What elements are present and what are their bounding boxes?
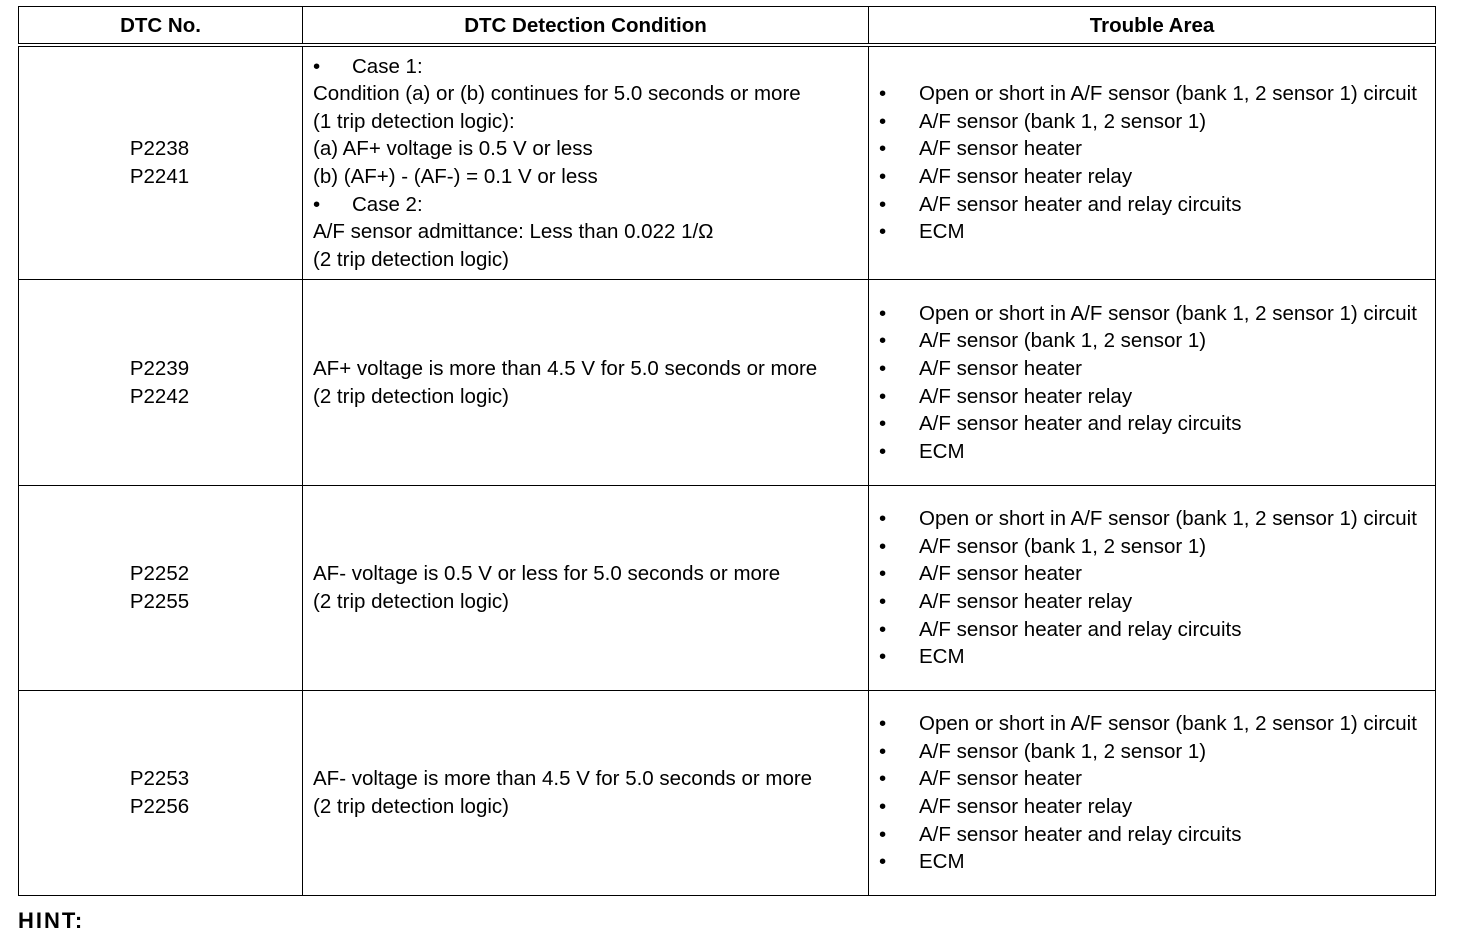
bullet-marker: • — [879, 795, 887, 818]
list-item — [879, 793, 1431, 821]
condition-line: (2 trip detection logic) — [313, 247, 509, 271]
bullet-marker: • — [879, 562, 887, 586]
bullet-marker: • — [879, 220, 887, 244]
trouble-area-cell — [869, 45, 1436, 280]
case-label: Case 1: — [352, 54, 423, 78]
condition-line: (2 trip detection logic) — [313, 590, 509, 613]
condition-cell — [303, 280, 869, 486]
trouble-area-item: A/F sensor heater — [919, 767, 1082, 791]
list-item — [879, 588, 1431, 616]
condition-cell — [303, 691, 869, 896]
list-item — [879, 135, 1431, 163]
condition-line: A/F sensor admittance: Less than 0.022 1/Ω — [313, 220, 714, 244]
condition-line: Condition (a) or (b) continues for 5.0 seconds or more — [313, 82, 801, 106]
bullet-marker: • — [879, 850, 887, 874]
case-1-heading — [313, 53, 864, 81]
table-header-row — [19, 7, 1436, 46]
bullet-marker: • — [879, 301, 887, 325]
list-item — [879, 821, 1431, 849]
list-item — [879, 410, 1431, 438]
list-item — [879, 616, 1431, 644]
bullet-marker: • — [879, 329, 887, 353]
dtc-code-cell — [19, 280, 303, 486]
trouble-area-item: A/F sensor heater relay — [919, 795, 1133, 818]
list-item — [879, 438, 1431, 466]
bullet-marker: • — [879, 739, 887, 763]
trouble-area-cell — [869, 486, 1436, 691]
trouble-area-item: A/F sensor heater — [919, 137, 1082, 161]
bullet-marker: • — [879, 192, 887, 216]
bullet-marker: • — [879, 82, 887, 106]
bullet-marker: • — [879, 507, 887, 531]
bullet-marker: • — [313, 54, 321, 78]
list-item — [879, 848, 1431, 876]
condition-line: AF+ voltage is more than 4.5 V for 5.0 seconds or more — [313, 356, 818, 380]
trouble-area-item: ECM — [919, 439, 965, 463]
trouble-area-item: A/F sensor heater and relay circuits — [919, 412, 1242, 436]
trouble-area-item: A/F sensor heater — [919, 356, 1082, 380]
trouble-area-item: Open or short in A/F sensor (bank 1, 2 sensor 1) circuit — [919, 301, 1417, 325]
bullet-marker: • — [879, 165, 887, 188]
dtc-code: P2239 — [129, 356, 190, 380]
condition-line: AF- voltage is more than 4.5 V for 5.0 seconds or more — [313, 767, 813, 791]
dtc-code: P2252 — [129, 562, 190, 586]
header-dtc-no: DTC No. — [19, 7, 303, 46]
dtc-code: P2242 — [129, 384, 190, 408]
bullet-marker: • — [879, 412, 887, 436]
bullet-marker: • — [879, 645, 887, 669]
bullet-marker: • — [879, 590, 887, 613]
trouble-area-item: ECM — [919, 850, 965, 874]
list-item — [879, 560, 1431, 588]
condition-cell — [303, 45, 869, 280]
dtc-code: P2238 — [129, 137, 190, 161]
case-label: Case 2: — [352, 192, 423, 216]
condition-line: (2 trip detection logic) — [313, 384, 509, 408]
case-2-heading — [313, 191, 864, 219]
dtc-code-cell — [19, 486, 303, 691]
dtc-code: P2255 — [129, 590, 190, 613]
trouble-area-item: Open or short in A/F sensor (bank 1, 2 sensor 1) circuit — [919, 712, 1417, 736]
trouble-area-item: A/F sensor (bank 1, 2 sensor 1) — [919, 109, 1207, 133]
bullet-marker: • — [879, 137, 887, 161]
bullet-marker: • — [879, 534, 887, 558]
hint-heading: HINT: — [18, 908, 85, 933]
condition-line: (a) AF+ voltage is 0.5 V or less — [313, 137, 593, 161]
list-item — [879, 533, 1431, 561]
bullet-marker: • — [879, 712, 887, 736]
trouble-area-item: ECM — [919, 645, 965, 669]
list-item — [879, 80, 1431, 108]
condition-cell — [303, 486, 869, 691]
condition-line: (1 trip detection logic): — [313, 109, 515, 133]
condition-line: (b) (AF+) - (AF-) = 0.1 V or less — [313, 165, 598, 188]
bullet-marker: • — [879, 439, 887, 463]
list-item — [879, 108, 1431, 136]
trouble-area-item: A/F sensor heater relay — [919, 590, 1133, 613]
condition-line: AF- voltage is 0.5 V or less for 5.0 seconds or more — [313, 562, 781, 586]
trouble-area-item: A/F sensor heater relay — [919, 384, 1133, 408]
dtc-code-cell — [19, 45, 303, 280]
table-row — [19, 45, 1436, 280]
list-item — [879, 218, 1431, 246]
dtc-table — [18, 6, 1436, 896]
trouble-area-item: A/F sensor heater and relay circuits — [919, 192, 1242, 216]
trouble-area-item: A/F sensor heater relay — [919, 165, 1133, 188]
list-item — [879, 300, 1431, 328]
header-detection-condition: DTC Detection Condition — [303, 7, 869, 46]
bullet-marker: • — [879, 109, 887, 133]
bullet-marker: • — [879, 617, 887, 641]
condition-line: (2 trip detection logic) — [313, 795, 509, 818]
list-item — [879, 355, 1431, 383]
trouble-area-cell — [869, 280, 1436, 486]
bullet-marker: • — [313, 192, 321, 216]
dtc-code: P2253 — [129, 767, 190, 791]
trouble-area-cell — [869, 691, 1436, 896]
list-item — [879, 327, 1431, 355]
bullet-marker: • — [879, 384, 887, 408]
bullet-marker: • — [879, 356, 887, 380]
dtc-code: P2241 — [129, 165, 190, 188]
list-item — [879, 738, 1431, 766]
trouble-area-item: A/F sensor heater and relay circuits — [919, 822, 1242, 846]
list-item — [879, 383, 1431, 411]
list-item — [879, 163, 1431, 191]
list-item — [879, 765, 1431, 793]
header-trouble-area: Trouble Area — [869, 7, 1436, 46]
list-item — [879, 505, 1431, 533]
list-item — [879, 191, 1431, 219]
trouble-area-item: ECM — [919, 220, 965, 244]
trouble-area-item: A/F sensor (bank 1, 2 sensor 1) — [919, 534, 1207, 558]
table-row — [19, 691, 1436, 896]
table-row — [19, 486, 1436, 691]
trouble-area-item: A/F sensor heater — [919, 562, 1082, 586]
trouble-area-item: Open or short in A/F sensor (bank 1, 2 sensor 1) circuit — [919, 82, 1417, 106]
trouble-area-item: A/F sensor (bank 1, 2 sensor 1) — [919, 329, 1207, 353]
dtc-code-cell — [19, 691, 303, 896]
list-item — [879, 710, 1431, 738]
dtc-code: P2256 — [129, 795, 190, 818]
bullet-marker: • — [879, 822, 887, 846]
trouble-area-item: A/F sensor heater and relay circuits — [919, 617, 1242, 641]
trouble-area-item: A/F sensor (bank 1, 2 sensor 1) — [919, 739, 1207, 763]
trouble-area-item: Open or short in A/F sensor (bank 1, 2 sensor 1) circuit — [919, 507, 1417, 531]
list-item — [879, 643, 1431, 671]
bullet-marker: • — [879, 767, 887, 791]
table-row — [19, 280, 1436, 486]
